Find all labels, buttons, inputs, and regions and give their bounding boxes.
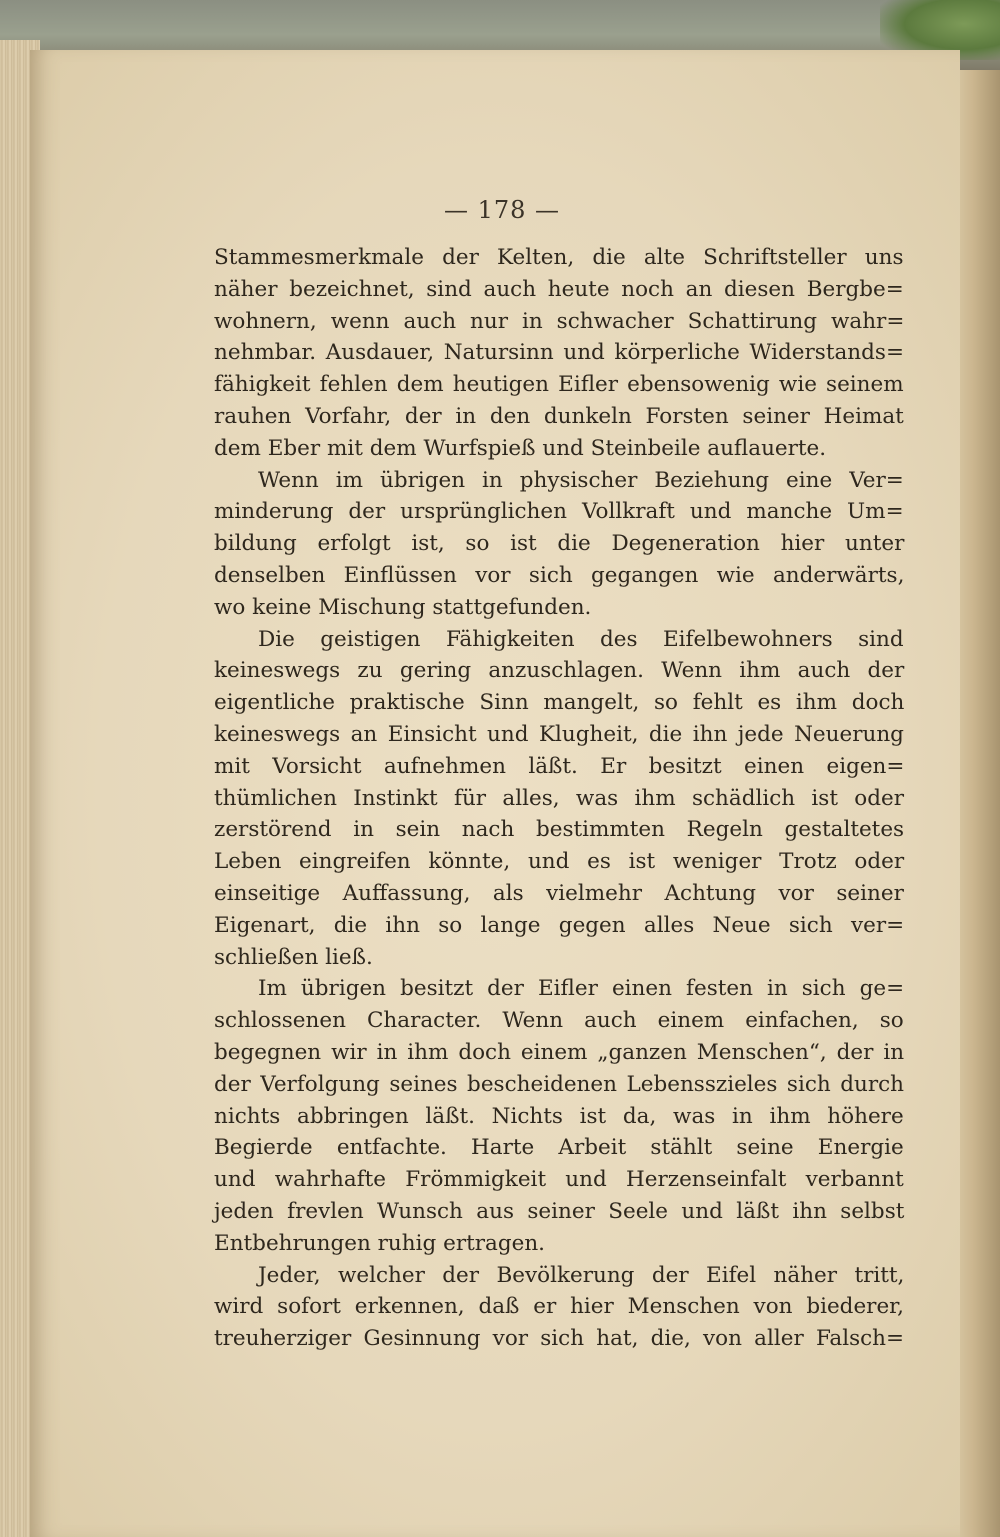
text-line: wo keine Mischung stattgefunden. xyxy=(214,594,592,620)
text-line: und wahrhafte Frömmigkeit und Herzenseinfalt verbannt xyxy=(214,1167,904,1193)
text-line: einseitige Auffassung, als vielmehr Achtung vor seiner xyxy=(214,880,904,906)
text-line: näher bezeichnet, sind auch heute noch an diesen Bergbe= xyxy=(214,276,904,302)
text-line: minderung der ursprünglichen Vollkraft und manche Um= xyxy=(214,499,904,525)
text-line: dem Eber mit dem Wurfspieß und Steinbeile auflauerte. xyxy=(214,435,827,461)
text-line: thümlichen Instinkt für alles, was ihm schädlich ist oder xyxy=(214,785,905,811)
text-line: bildung erfolgt ist, so ist die Degeneration hier unter xyxy=(214,531,905,557)
page-number-text: — 178 — xyxy=(443,196,561,224)
page-edge-right xyxy=(955,70,1000,1537)
text-line: keineswegs an Einsicht und Klugheit, die ihn jede Neuerung xyxy=(214,721,904,747)
text-line: wird sofort erkennen, daß er hier Menschen von biederer, xyxy=(214,1294,904,1320)
text-line: zerstörend in sein nach bestimmten Regeln gestaltetes xyxy=(214,817,905,843)
text-line: nehmbar. Ausdauer, Natursinn und körperliche Widerstands= xyxy=(214,340,904,366)
text-line: Entbehrungen ruhig ertragen. xyxy=(214,1230,546,1256)
text-line: nichts abbringen läßt. Nichts ist da, was in ihm höhere xyxy=(214,1103,904,1129)
text-line: schlossenen Character. Wenn auch einem einfachen, so xyxy=(214,1008,904,1034)
page-number xyxy=(60,196,1000,224)
text-line: begegnen wir in ihm doch einem „ganzen Menschen“, der in xyxy=(214,1039,905,1065)
text-line: treuherziger Gesinnung vor sich hat, die, von aller Falsch= xyxy=(214,1326,905,1352)
text-line: fähigkeit fehlen dem heutigen Eifler ebensowenig wie seinem xyxy=(214,372,904,398)
text-line: schließen ließ. xyxy=(214,944,373,970)
text-line: mit Vorsicht aufnehmen läßt. Er besitzt einen eigen= xyxy=(214,753,905,779)
text-line: keineswegs zu gering anzuschlagen. Wenn ihm auch der xyxy=(214,658,905,684)
text-line: Die geistigen Fähigkeiten des Eifelbewohners sind xyxy=(258,626,904,652)
text-line: Wenn im übrigen in physischer Beziehung eine Ver= xyxy=(258,467,904,493)
text-line: denselben Einflüssen vor sich gegangen wie anderwärts, xyxy=(214,562,905,588)
text-line: jeden frevlen Wunsch aus seiner Seele und läßt ihn selbst xyxy=(214,1198,905,1224)
text-line: Begierde entfachte. Harte Arbeit stählt seine Energie xyxy=(214,1135,904,1161)
text-line: Eigenart, die ihn so lange gegen alles Neue sich ver= xyxy=(214,912,905,938)
text-line: wohnern, wenn auch nur in schwacher Schattirung wahr= xyxy=(214,308,905,334)
text-line: rauhen Vorfahr, der in den dunkeln Forsten seiner Heimat xyxy=(214,403,904,429)
text-line: der Verfolgung seines bescheidenen Lebensszieles sich durch xyxy=(214,1071,905,1097)
text-line: Im übrigen besitzt der Eifler einen festen in sich ge= xyxy=(258,976,905,1002)
text-line: eigentliche praktische Sinn mangelt, so fehlt es ihm doch xyxy=(214,690,905,716)
text-line: Leben eingreifen könnte, und es ist weniger Trotz oder xyxy=(214,849,905,875)
text-line: Stammesmerkmale der Kelten, die alte Schriftsteller uns xyxy=(214,245,904,270)
text-line: Jeder, welcher der Bevölkerung der Eifel näher tritt, xyxy=(258,1262,905,1288)
body-text xyxy=(214,242,904,1355)
